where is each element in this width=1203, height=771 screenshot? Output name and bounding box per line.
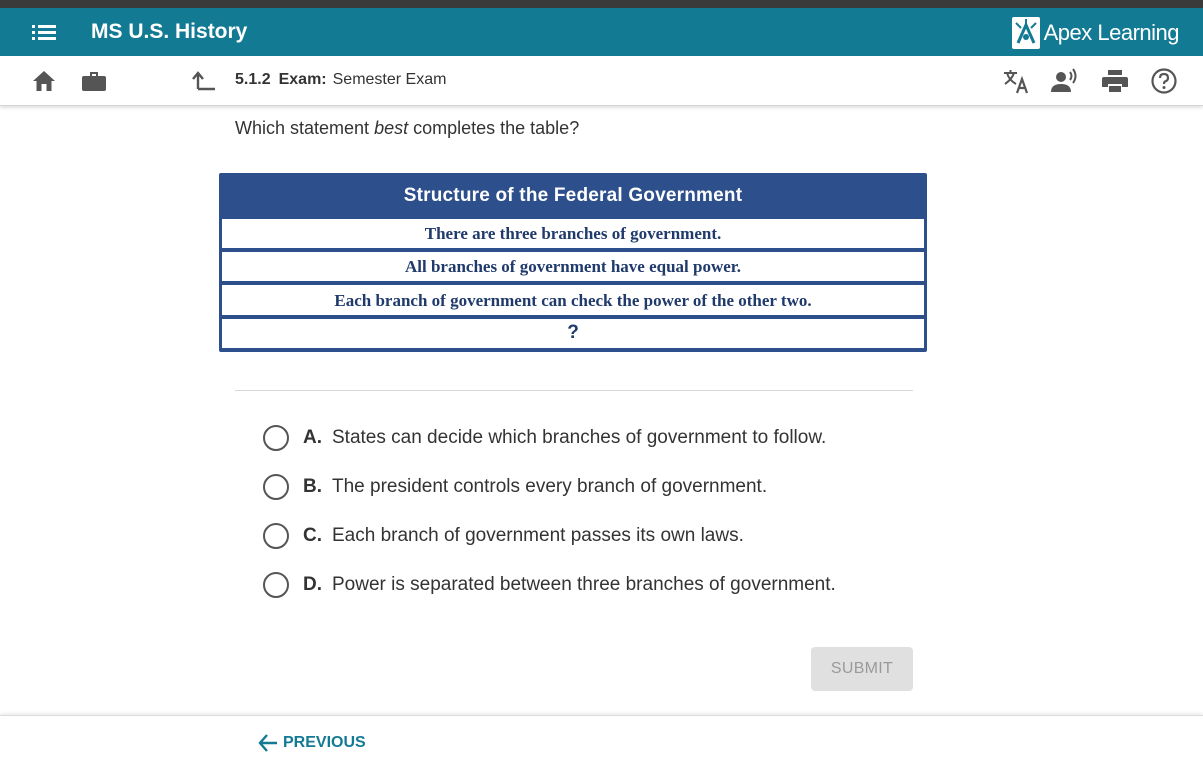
choice-letter: A.	[303, 427, 322, 448]
text-to-speech-icon[interactable]	[1051, 67, 1079, 95]
apex-logo	[1012, 17, 1179, 49]
radio-d[interactable]	[263, 572, 289, 598]
menu-list-icon[interactable]	[30, 20, 58, 44]
question-prompt	[235, 118, 579, 139]
choice-letter: B.	[303, 476, 322, 497]
radio-b[interactable]	[263, 474, 289, 500]
choice-a[interactable]	[263, 423, 826, 453]
question-emphasis: best	[374, 118, 409, 138]
choice-text: Power is separated between three branches of government.	[332, 574, 836, 595]
radio-a[interactable]	[263, 425, 289, 451]
breadcrumb-number: 5.1.2	[235, 71, 271, 88]
table-title: Structure of the Federal Government	[403, 185, 743, 206]
breadcrumb	[235, 71, 446, 89]
course-title: MS U.S. History	[91, 20, 248, 43]
app-header	[0, 8, 1203, 56]
footer-bar	[0, 715, 1203, 771]
question-suffix: completes the table?	[408, 118, 580, 138]
home-icon[interactable]	[30, 67, 58, 95]
print-icon[interactable]	[1101, 67, 1129, 95]
table-row: There are three branches of government.	[222, 219, 924, 248]
choice-text: Each branch of government passes its own laws.	[332, 525, 744, 546]
table-row: All branches of government have equal power.	[222, 252, 924, 281]
government-structure-table	[219, 173, 927, 352]
logo-text: Apex Learning	[1043, 20, 1179, 45]
choice-b[interactable]	[263, 472, 767, 502]
choice-d[interactable]	[263, 570, 836, 600]
choice-text: States can decide which branches of government to follow.	[332, 427, 827, 448]
top-strip	[0, 0, 1203, 8]
briefcase-icon[interactable]	[80, 67, 108, 95]
choice-letter: C.	[303, 525, 322, 546]
divider	[235, 390, 913, 391]
up-level-icon[interactable]	[190, 67, 218, 95]
question-prefix: Which statement	[235, 118, 375, 138]
table-row-missing: ?	[222, 319, 924, 348]
toolbar	[0, 56, 1203, 106]
apex-logo-icon	[1012, 17, 1040, 49]
translate-icon[interactable]	[1002, 67, 1030, 95]
breadcrumb-kind: Exam:	[278, 71, 327, 88]
table-row: Each branch of government can check the power of the other two.	[222, 285, 924, 315]
help-icon[interactable]	[1150, 67, 1178, 95]
breadcrumb-title: Semester Exam	[332, 71, 447, 88]
choice-c[interactable]	[263, 521, 744, 551]
choice-letter: D.	[303, 574, 322, 595]
choice-text: The president controls every branch of government.	[332, 476, 768, 497]
radio-c[interactable]	[263, 523, 289, 549]
previous-button[interactable]	[257, 732, 366, 754]
submit-button[interactable]: SUBMIT	[811, 647, 913, 691]
previous-label: PREVIOUS	[283, 734, 366, 751]
arrow-left-icon	[257, 732, 279, 754]
